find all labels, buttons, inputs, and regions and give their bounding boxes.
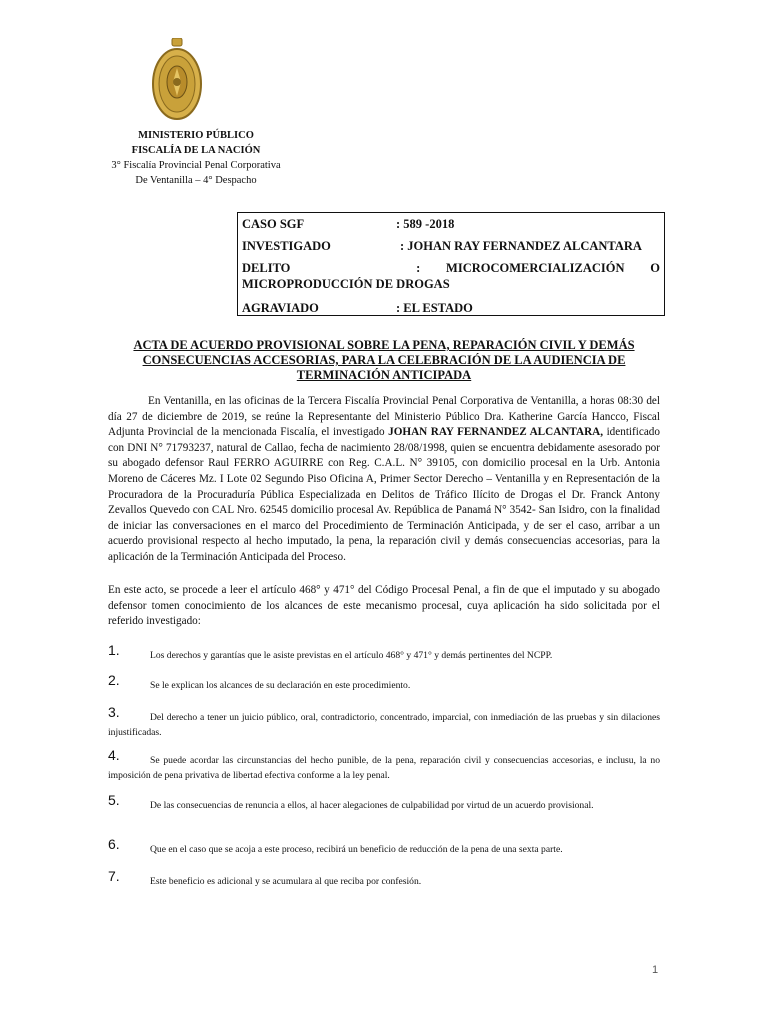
- list-item: [108, 672, 660, 693]
- delito-colon: :: [416, 261, 421, 275]
- case-row-caso: [242, 216, 660, 232]
- investigado-value: : JOHAN RAY FERNANDEZ ALCANTARA: [400, 239, 642, 253]
- case-row-investigado: [242, 238, 660, 254]
- investigado-label: INVESTIGADO: [242, 239, 331, 253]
- institution-subname: FISCALÍA DE LA NACIÓN: [131, 145, 261, 156]
- delito-value-1: MICROCOMERCIALIZACIÓN: [446, 261, 625, 275]
- list-item: [108, 642, 660, 663]
- delito-value-3: MICROPRODUCCIÓN DE DROGAS: [242, 277, 450, 291]
- case-details-box: [237, 212, 665, 316]
- list-item-number: 5.: [108, 792, 120, 808]
- list-item-text: De las consecuencias de renuncia a ellos, al hacer alegaciones de culpabilidad por virtud de un acuerdo provisional.: [150, 800, 594, 811]
- list-item-text: Que en el caso que se acoja a este proceso, recibirá un beneficio de reducción de la pena de una sexta parte.: [150, 844, 563, 855]
- agraviado-label: AGRAVIADO: [242, 301, 319, 315]
- list-item-text: Este beneficio es adicional y se acumulara al que reciba por confesión.: [150, 876, 422, 887]
- list-item-text: Se puede acordar las circunstancias del hecho punible, de la pena, reparación civil y consecuencias accesorias, e inclusu, la no imposición de pena privativa de libertad efectiva conforme a la ley penal.: [108, 755, 660, 781]
- list-item-number: 4.: [108, 747, 120, 763]
- investigado-name: JOHAN RAY FERNANDEZ ALCANTARA,: [388, 426, 604, 439]
- paragraph-intro-part1: En Ventanilla, en las oficinas de la Tercera Fiscalía Provincial Penal Corporativa de Ventanilla, a horas 08:30 del día 27 de diciembre de 2019, se reúne la Representante del Ministerio Público Dra. Katherine García Hancco, Fiscal Adjunta Provincial de la mencionada Fiscalía, el investigado: [108, 395, 660, 439]
- delito-label: DELITO: [242, 261, 291, 275]
- paragraph-intro-part2: identificado con DNI N° 71793237, natural de Callao, fecha de nacimiento 28/08/1998, quien se encuentra debidamente asesorado por su abogado defensor Raul FERRO AGUIRRE con Reg. C.A.L. N° 39105, con domicilio procesal en la Urb. Antonia Moreno de Cáceres Mz. I Lote 02 Segundo Piso Oficina A, Primer Sector Derecho – Ventanilla y en Representación de la Procuradora de la Procuraduría Pública Especializada en Delitos de Tráfico Ilícito de Drogas el Dr. Franck Antony Zevallos Quevedo con CAL Nro. 62545 domicilio procesal Av. República de Panamá N° 3542- San Isidro, con la finalidad de iniciar las conversaciones en el marco del Procedimiento de Terminación Anticipada, y de ser el caso, arribar a un acuerdo provisional respecto al hecho imputado, la pena, la reparación civil y demás consecuencias accesorias, para la aplicación de la Terminación Anticipada del Proceso.: [108, 426, 660, 563]
- case-row-delito: [242, 260, 660, 292]
- institution-name: MINISTERIO PÚBLICO: [138, 130, 254, 141]
- list-item-text: Se le explican los alcances de su declaración en este procedimiento.: [150, 680, 411, 691]
- list-item: [108, 836, 660, 857]
- list-item-number: 6.: [108, 836, 120, 852]
- list-item: [108, 704, 660, 740]
- list-item: [108, 747, 660, 783]
- case-row-agraviado: [242, 300, 660, 316]
- paragraph-reading: En este acto, se procede a leer el artículo 468° y 471° del Código Procesal Penal, a fin de que el imputado y su abogado defensor tomen conocimiento de los alcances de este mecanismo procesal, cuya aplicación ha sido solicitada por el referido investigado:: [108, 584, 660, 628]
- list-item-text: Del derecho a tener un juicio público, oral, contradictorio, concentrado, imparcial, con inmediación de las pruebas y sin dilaciones injustificadas.: [108, 712, 660, 738]
- list-item-number: 3.: [108, 704, 120, 720]
- list-item-text: Los derechos y garantías que le asiste previstas en el artículo 468° y 471° y demás pertinentes del NCPP.: [150, 650, 553, 661]
- ministerio-publico-seal-icon: [150, 38, 204, 122]
- list-item: [108, 868, 660, 889]
- agraviado-value: : EL ESTADO: [396, 301, 473, 315]
- delito-value-2: O: [650, 261, 660, 275]
- document-title: ACTA DE ACUERDO PROVISIONAL SOBRE LA PENA, REPARACIÓN CIVIL Y DEMÁS CONSECUENCIAS ACCESORIAS, PARA LA CELEBRACIÓN DE LA AUDIENCIA DE TERMINACIÓN ANTICIPADA: [133, 338, 635, 382]
- institution-header: [96, 128, 296, 188]
- caso-label: CASO SGF: [242, 217, 305, 231]
- page-number: 1: [652, 964, 659, 976]
- office-name: 3° Fiscalía Provincial Penal Corporativa: [111, 160, 281, 171]
- list-item: [108, 792, 660, 813]
- paragraph-intro: [108, 394, 660, 566]
- caso-value: : 589 -2018: [396, 217, 455, 231]
- office-dispatch: De Ventanilla – 4° Despacho: [135, 175, 257, 186]
- list-item-number: 2.: [108, 672, 120, 688]
- list-item-number: 1.: [108, 642, 120, 658]
- list-item-number: 7.: [108, 868, 120, 884]
